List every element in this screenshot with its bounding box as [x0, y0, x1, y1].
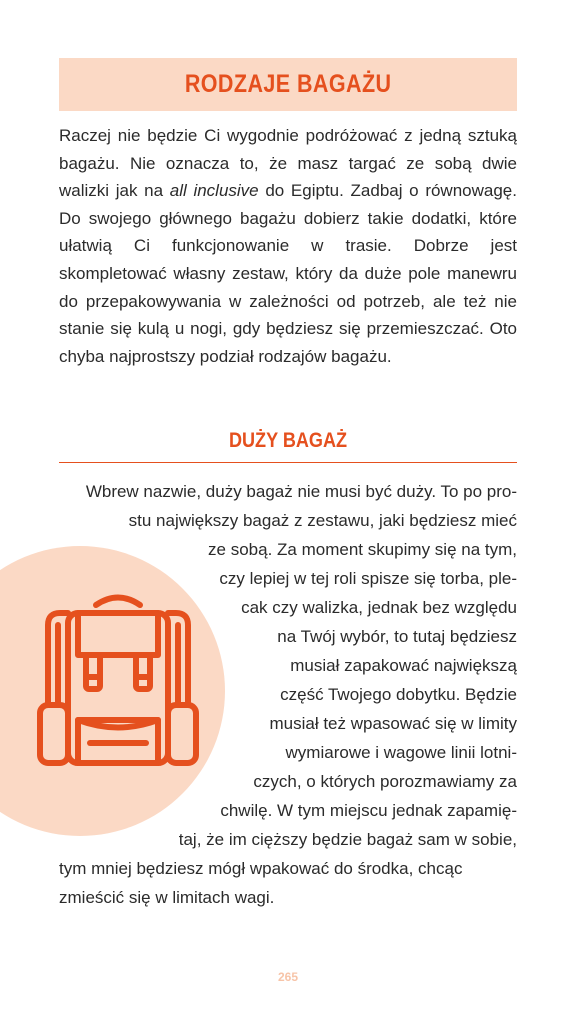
body-line: stu największy bagaż z zestawu, jaki będziesz mieć [128, 511, 517, 530]
intro-text-1: Raczej nie będzie Ci wygodnie podróżować z jedną sztuką bagażu. Nie oznacza to, że masz targać ze sobą dwie walizki jak na [59, 126, 517, 201]
body-line: zmieścić się w limitach wagi. [59, 888, 275, 907]
body-line: na Twój wybór, to tutaj będziesz [277, 627, 517, 646]
body-line: musiał też wpasować się w limity [269, 714, 517, 733]
body-line: czych, o których porozmawiamy za [253, 772, 517, 791]
page-number: 265 [277, 970, 299, 984]
intro-emphasis: all inclusive [169, 181, 259, 201]
body-line: część Twojego dobytku. Będzie [280, 685, 517, 704]
chapter-title-band [59, 58, 517, 111]
body-line: cak czy walizka, jednak bez względu [241, 598, 517, 617]
section-heading-bar [59, 424, 517, 463]
section-heading: DUŻY BAGAŻ [228, 429, 348, 452]
body-line: wymiarowe i wagowe linii lotni- [285, 743, 517, 762]
body-line: ze sobą. Za moment skupimy się na tym, [208, 540, 517, 559]
backpack-icon [18, 585, 218, 785]
body-line: chwilę. W tym miejscu jednak zapamię- [220, 801, 517, 820]
intro-text-2: do Egiptu. Zadbaj o równowagę. Do swojego głównego bagażu dobierz takie dodatki, które ułatwią Ci funkcjonowanie w trasie. Dobrze jest skompletować własny zestaw, który da duże pole manewru do przepakowywania w zależności od potrzeb, ale też nie stanie się kulą u nogi, gdy będziesz się przemieszczać. Oto chyba najprostszy podział rodzajów bagażu. [59, 181, 517, 366]
body-line: Wbrew nazwie, duży bagaż nie musi być duży. To po pro- [85, 482, 517, 501]
chapter-title: RODZAJE BAGAŻU [184, 70, 392, 98]
body-line: musiał zapakować największą [290, 656, 517, 675]
body-line: taj, że im cięższy będzie bagaż sam w sobie, [178, 830, 517, 849]
intro-paragraph [59, 122, 517, 370]
body-line: czy lepiej w tej roli spisze się torba, ple- [219, 569, 517, 588]
body-line: tym mniej będziesz mógł wpakować do środka, chcąc [59, 859, 463, 878]
